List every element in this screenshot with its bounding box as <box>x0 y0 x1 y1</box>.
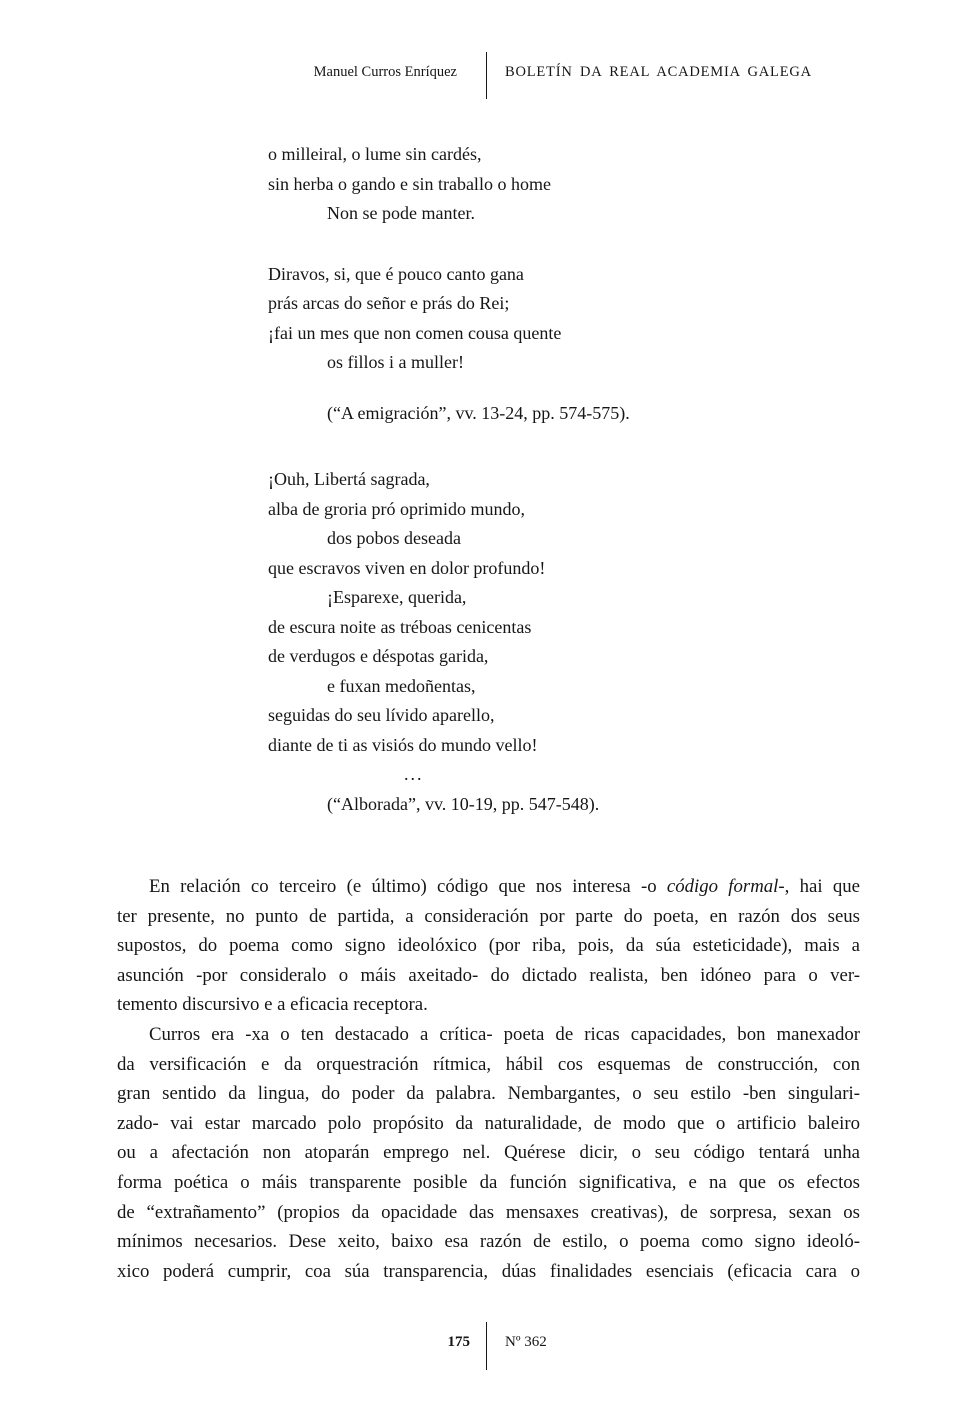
body-text-line <box>117 1257 860 1287</box>
poem-line: alba de groria pró oprimido mundo, <box>268 498 525 519</box>
text-run: supostos, do poema como signo ideolóxico (por riba, pois, da súa esteticidade), mais a <box>117 935 860 957</box>
poem-line: ¡fai un mes que non comen cousa quente <box>268 322 562 343</box>
poem-stanza <box>268 260 630 378</box>
poem-stanza <box>268 465 630 790</box>
body-text-line <box>117 902 860 932</box>
body-text-line <box>117 872 860 902</box>
text-run: ou a afectación non atoparán emprego nel. Quérese dicir, o seu código tentará unha <box>117 1142 860 1164</box>
poem-line: sin herba o gando e sin traballo o home <box>268 173 551 194</box>
text-run: temento discursivo e a eficacia receptora. <box>117 994 428 1016</box>
body-text-line <box>117 1138 860 1168</box>
running-header-journal: BOLETÍN DA REAL ACADEMIA GALEGA <box>505 64 812 80</box>
poem <box>268 140 630 428</box>
text-run: mínimos necesarios. Dese xeito, baixo esa razón de estilo, o poema como signo ideoló- <box>117 1231 860 1253</box>
text-run: da versificación e da orquestración rítmica, hábil cos esquemas de construcción, con <box>117 1053 860 1075</box>
body-text-line <box>117 931 860 961</box>
paragraph <box>117 872 860 1020</box>
text-run: Curros era -xa o ten destacado a crítica- poeta de ricas capacidades, bon manexador <box>149 1023 860 1045</box>
poem-line: ... <box>404 764 424 784</box>
poem-line: de verdugos e déspotas garida, <box>268 646 489 666</box>
text-run: En relación co terceiro (e último) código que nos interesa -o <box>149 876 667 897</box>
poem-citation: (“Alborada”, vv. 10-19, pp. 547-548). <box>327 793 600 814</box>
poem-line: e fuxan medoñentas, <box>327 675 476 696</box>
body-text-line <box>117 1168 860 1198</box>
poem-line: diante de ti as visiós do mundo vello! <box>268 734 538 755</box>
poem-line: ¡Ouh, Libertá sagrada, <box>268 469 430 489</box>
text-run: xico poderá cumprir, coa súa transparencia, dúas finalidades esenciais (eficacia cara o <box>117 1260 860 1282</box>
paragraph <box>117 1020 860 1286</box>
poem-stanza <box>268 140 630 229</box>
body-text-line <box>117 1079 860 1109</box>
body-text-line <box>117 1050 860 1080</box>
text-run: forma poética o máis transparente posible da función significativa, e na que os efectos <box>117 1171 860 1193</box>
poem-line: prás arcas do señor e prás do Rei; <box>268 293 510 313</box>
poem-line: seguidas do seu lívido aparello, <box>268 705 495 725</box>
poem-citation: (“A emigración”, vv. 13-24, pp. 574-575). <box>327 402 630 423</box>
footer-divider <box>486 1322 487 1370</box>
poem-line: Non se pode manter. <box>327 203 475 223</box>
poem-line: Diravos, si, que é pouco canto gana <box>268 263 524 284</box>
poem-line: dos pobos deseada <box>327 528 461 548</box>
header-divider <box>486 52 487 99</box>
body-text-line <box>117 1020 860 1050</box>
body-text-line <box>117 1227 860 1257</box>
body-text-line <box>117 961 860 991</box>
text-run: ter presente, no punto de partida, a consideración por parte do poeta, en razón dos seus <box>117 905 860 927</box>
poem-line: os fillos i a muller! <box>327 352 464 372</box>
body-text <box>117 872 860 1286</box>
body-text-line <box>117 1198 860 1228</box>
body-text-line <box>117 990 860 1020</box>
running-header-author: Manuel Curros Enríquez <box>313 64 457 80</box>
poem-line: que escravos viven en dolor profundo! <box>268 557 546 578</box>
page-number: 175 <box>447 1334 470 1350</box>
text-run: -, hai que <box>778 876 860 897</box>
poem-line: o milleiral, o lume sin cardés, <box>268 144 482 164</box>
text-run: asunción -por consideralo o máis axeitado- do dictado realista, ben idóneo para o ver- <box>117 964 860 986</box>
poem-line: de escura noite as tréboas cenicentas <box>268 616 532 637</box>
text-run: zado- vai estar marcado polo propósito da naturalidade, de modo que o artificio baleiro <box>117 1112 860 1134</box>
poem-line: ¡Esparexe, querida, <box>327 587 467 607</box>
poem <box>268 465 630 819</box>
poetry-block <box>268 140 630 819</box>
italic-phrase: código formal <box>666 876 779 897</box>
body-text-line <box>117 1109 860 1139</box>
issue-number: Nº 362 <box>505 1334 547 1350</box>
text-run: gran sentido da lingua, do poder da palabra. Nembargantes, o seu estilo -ben singulari- <box>117 1083 860 1105</box>
text-run: de “extrañamento” (propios da opacidade das mensaxes creativas), de sorpresa, sexan os <box>117 1201 860 1223</box>
